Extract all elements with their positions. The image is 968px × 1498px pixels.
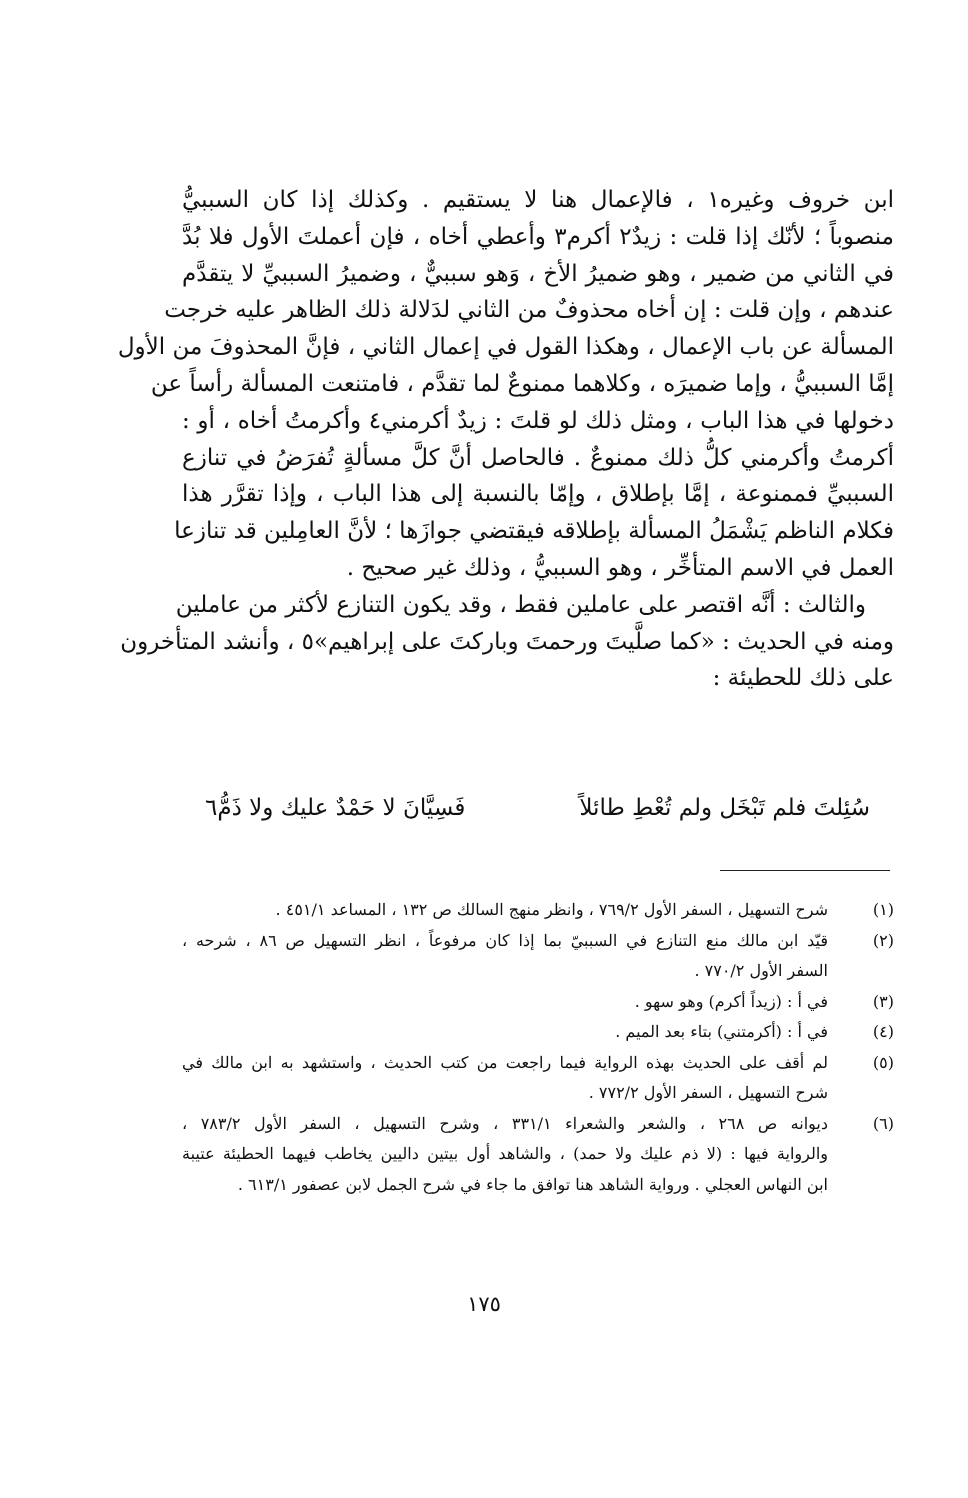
text-line: دخولها في هذا الباب ، ومثل ذلك لو قلتَ : زيدٌ أكرمني٤ وأكرمتُ أخاه ، أو :: [182, 407, 894, 434]
footnote-line: شرح التسهيل ، السفر الأول ٧٧٢/٢ .: [588, 1083, 828, 1102]
verse-second-hemistich: فَسِيَّانَ لا حَمْدٌ عليك ولا ذَمُّ٦: [205, 795, 466, 821]
footnote-number: (٣): [872, 991, 894, 1011]
footnote-line: لم أقف على الحديث بهذه الرواية فيما راجعت من كتب الحديث ، واستشهد به ابن مالك في: [182, 1052, 828, 1072]
footnote: [182, 987, 894, 1018]
footnote-number: (٦): [872, 1113, 894, 1133]
footnote-line: ديوانه ص ٢٦٨ ، والشعر والشعراء ٣٣١/١ ، وشرح التسهيل ، السفر الأول ٧٨٣/٢ ،: [182, 1113, 829, 1133]
footnote: [182, 1017, 894, 1048]
footnote: [182, 926, 894, 987]
footnote-number: (١): [872, 900, 894, 919]
page-number: ١٧٥: [467, 1292, 501, 1316]
text-line: عندهم ، وإن قلت : إن أخاه محذوفٌ من الثاني لدَلالة ذلك الظاهر عليه خرجت: [164, 297, 894, 324]
poetry-verse: [205, 790, 870, 826]
text-line: والثالث : أنَّه اقتصر على عاملين فقط ، وقد يكون التنازع لأكثر من عاملين: [175, 591, 866, 618]
footnote-line: في أ : (أكرمتني) بتاء بعد الميم .: [615, 1022, 828, 1041]
text-line: المسألة عن باب الإعمال ، وهكذا القول في إعمال الثاني ، فإنَّ المحذوفَ من الأول: [117, 334, 894, 361]
text-line: أكرمتُ وأكرمني كلُّ ذلك ممنوعٌ . فالحاصل أنَّ كلَّ مسألةٍ تُفرَضُ في تنازع: [182, 444, 894, 471]
footnotes: [182, 895, 894, 1200]
text-line: السببيِّ فممنوعة ، إمَّا بإطلاق ، وإمّا بالنسبة إلى هذا الباب ، وإذا تقرَّر هذا: [182, 481, 894, 508]
footnote-line: السفر الأول ٧٧٠/٢ .: [694, 961, 828, 980]
text-line: منصوباً ؛ لأنّك إذا قلت : زيدٌ٢ أكرم٣ وأعطي أخاه ، فإن أعملتَ الأول فلا بُدَّ: [182, 223, 894, 250]
footnote-number: (٢): [872, 930, 894, 950]
footnote-number: (٤): [872, 1022, 894, 1041]
footnote: [182, 895, 894, 926]
text-line: فكلام الناظم يَشْمَلُ المسألة بإطلاقه فيقتضي جوازَها ؛ لأنَّ العامِلين قد تنازعا: [174, 518, 894, 545]
text-line: ابن خروف وغيره١ ، فالإعمال هنا لا يستقيم . وكذلك إذا كان السببيُّ: [182, 187, 894, 213]
text-line: في الثاني من ضمير ، وهو ضميرُ الأخ ، وَهو سببيٌّ ، وضميرُ السببيِّ لا يتقدَّم: [182, 260, 894, 287]
footnote: [182, 1048, 894, 1109]
text-line: ومنه في الحديث : «كما صلَّيتَ ورحمتَ وباركتَ على إبراهيم»٥ ، وأنشد المتأخرون: [120, 628, 894, 655]
footnote-line: والرواية فيها : (لا ذم عليك ولا حمد) ، والشاهد أول بيتين داليين يخاطب فيهما الحطيئة عتيبة: [182, 1144, 828, 1163]
footnote-line: شرح التسهيل ، السفر الأول ٧٦٩/٢ ، وانظر منهج السالك ص ١٣٢ ، المساعد ٤٥١/١ .: [275, 900, 828, 919]
text-line: على ذلك للحطيئة :: [712, 665, 894, 692]
footnote-line: قيّد ابن مالك منع التنازع في السببيّ بما إذا كان مرفوعاً ، انظر التسهيل ص ٨٦ ، شرحه ،: [182, 930, 829, 950]
footnote-number: (٥): [872, 1052, 894, 1072]
footnote-line: ابن النهاس العجلي . ورواية الشاهد هنا توافق ما جاء في شرح الجمل لابن عصفور ٦١٣/١ .: [237, 1174, 828, 1194]
text-line: العمل في الاسم المتأخِّر ، وهو السببيُّ ، وذلك غير صحيح .: [346, 554, 894, 581]
text-line: إمَّا السببيُّ ، وإما ضميرَه ، وكلاهما ممنوعٌ لما تقدَّم ، فامتنعت المسألة رأساً عن: [150, 370, 894, 397]
footnote-line: في أ : (زيداً أكرم) وهو سهو .: [634, 991, 828, 1011]
verse-first-hemistich: سُئِلتَ فلم تَبْخَل ولم تُعْطِ طائلاً: [579, 795, 870, 821]
footnote: [182, 1109, 894, 1201]
footnote-separator: [720, 870, 890, 871]
main-text: [117, 182, 894, 697]
